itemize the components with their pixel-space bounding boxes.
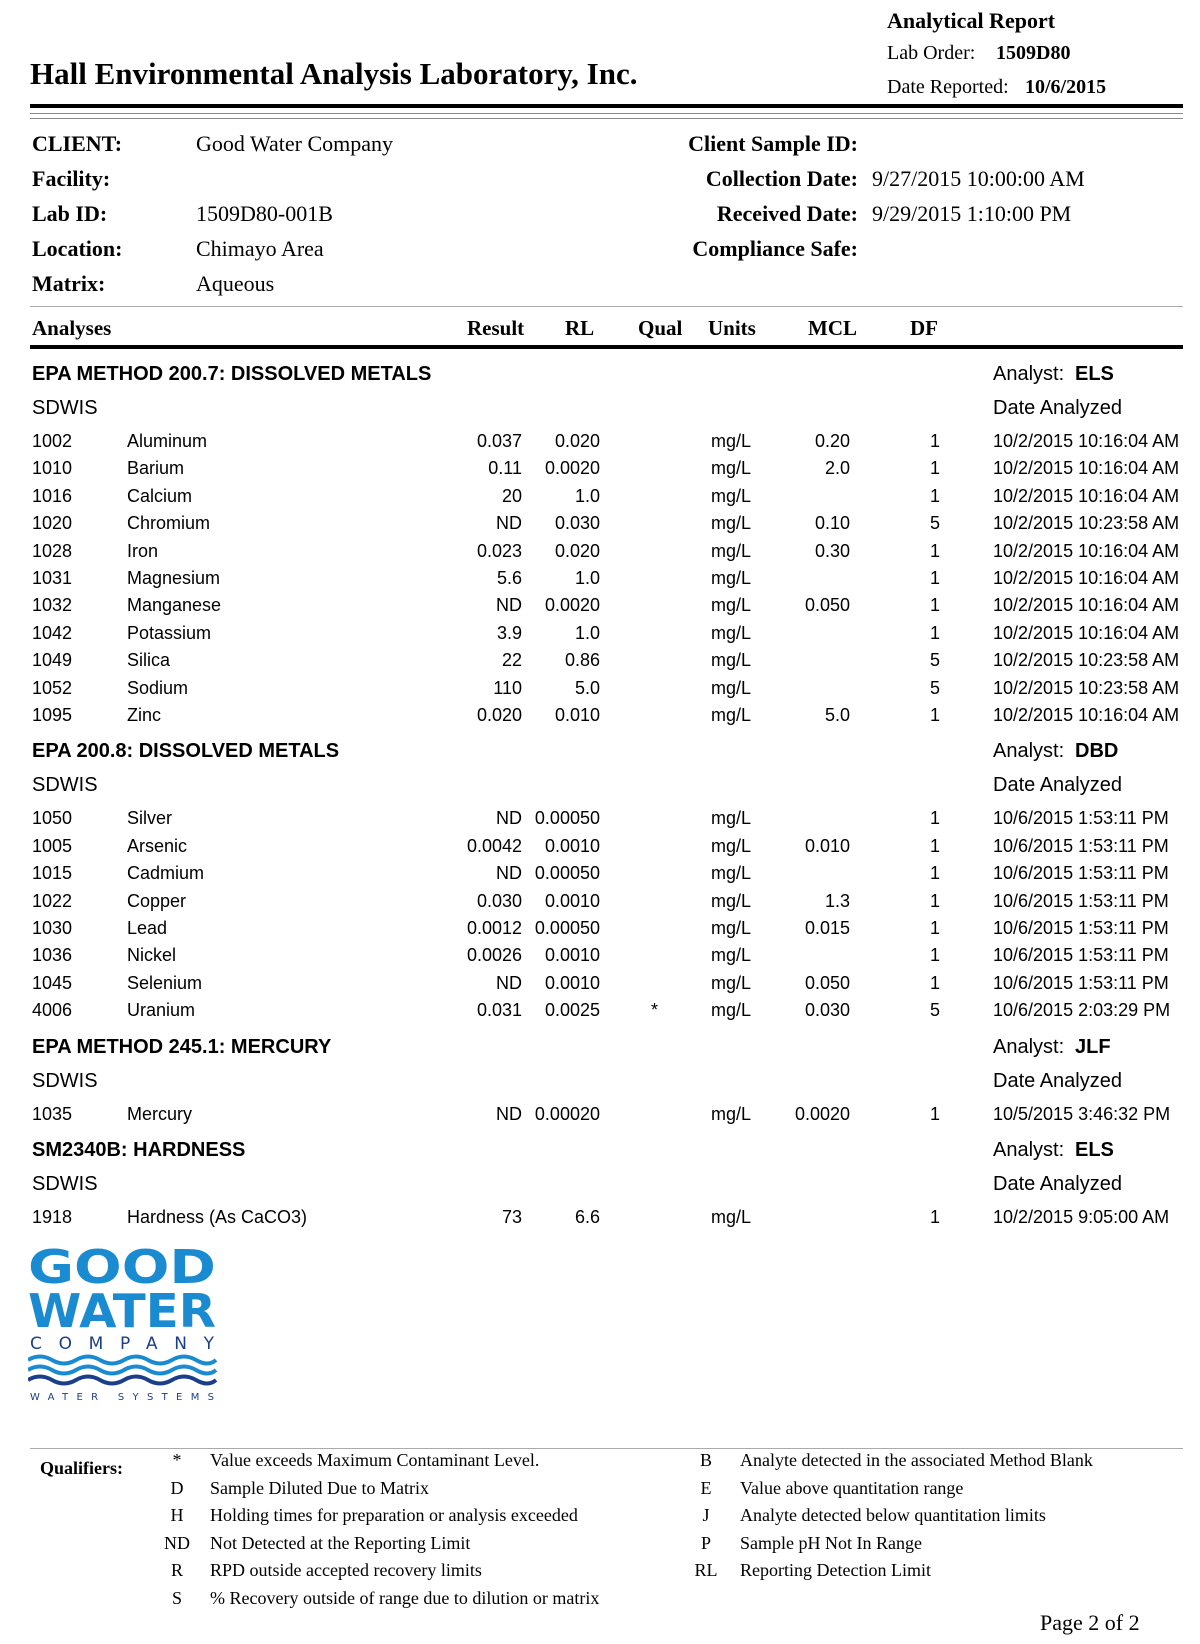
cell-units: mg/L [711, 705, 752, 725]
col-result: Result [467, 316, 525, 340]
cell-result: ND [496, 513, 522, 533]
cell-units: mg/L [711, 808, 752, 828]
cell-rl: 1.0 [574, 486, 600, 506]
table-row [0, 513, 1200, 540]
qualifier-key: H [170, 1505, 184, 1525]
cell-mcl: 0.30 [814, 541, 850, 561]
cell-date: 10/2/2015 10:23:58 AM [993, 513, 1180, 533]
cell-units: mg/L [711, 1104, 752, 1124]
cell-name: Arsenic [127, 836, 188, 856]
cell-name: Zinc [127, 705, 162, 725]
cell-date: 10/2/2015 10:23:58 AM [993, 678, 1180, 698]
analyst-label: Analyst: [993, 740, 1065, 763]
cell-date: 10/5/2015 3:46:32 PM [993, 1104, 1171, 1124]
client-value: Good Water Company [196, 131, 394, 156]
date-analyzed-label: Date Analyzed [993, 1069, 1122, 1092]
cell-df: 1 [929, 486, 940, 506]
cell-units: mg/L [711, 568, 752, 588]
table-row [0, 808, 1200, 835]
cell-df: 1 [929, 623, 940, 643]
analyst-value: JLF [1075, 1035, 1111, 1058]
cell-rl: 0.0020 [544, 595, 600, 615]
cell-mcl: 0.030 [804, 1000, 850, 1020]
cell-mcl: 0.10 [814, 513, 850, 533]
cell-result: 0.031 [476, 1000, 522, 1020]
cell-mcl: 0.20 [814, 431, 850, 451]
lab-order-label: Lab Order: [887, 42, 976, 64]
cell-name: Selenium [127, 973, 203, 993]
cell-name: Uranium [127, 1000, 196, 1020]
cell-units: mg/L [711, 623, 752, 643]
date-analyzed-label: Date Analyzed [993, 1173, 1122, 1195]
cell-result: 0.0012 [466, 918, 522, 938]
cell-date: 10/2/2015 10:16:04 AM [993, 705, 1180, 725]
cell-units: mg/L [711, 918, 752, 938]
cell-rl: 0.00050 [534, 918, 600, 938]
logo-line-good: GOOD [28, 1245, 216, 1294]
location-value: Chimayo Area [196, 236, 324, 261]
table-row [0, 568, 1200, 595]
date-reported-value: 10/6/2015 [1025, 76, 1107, 98]
column-header-rule [30, 345, 1183, 349]
cell-rl: 0.0020 [544, 458, 600, 478]
client-rule [30, 306, 1183, 307]
cell-mcl: 5.0 [824, 705, 850, 725]
cell-df: 1 [929, 808, 940, 828]
cell-code: 1036 [32, 945, 73, 965]
col-units: Units [708, 316, 756, 340]
cell-mcl: 1.3 [824, 891, 850, 911]
cell-result: 73 [501, 1207, 522, 1227]
cell-code: 4006 [32, 1000, 73, 1020]
cell-units: mg/L [711, 541, 752, 561]
cell-date: 10/6/2015 2:03:29 PM [993, 1000, 1171, 1020]
cell-result: ND [496, 1104, 522, 1124]
table-row [0, 863, 1200, 890]
cell-result: ND [496, 863, 522, 883]
cell-name: Hardness (As CaCO3) [127, 1207, 308, 1227]
cell-result: 3.9 [496, 623, 522, 643]
cell-units: mg/L [711, 458, 752, 478]
cell-date: 10/6/2015 1:53:11 PM [993, 836, 1169, 856]
cell-units: mg/L [711, 973, 752, 993]
qualifier-key: * [172, 1450, 182, 1470]
qualifier-key: S [171, 1588, 182, 1608]
cell-date: 10/2/2015 10:23:58 AM [993, 650, 1180, 670]
cell-result: ND [496, 808, 522, 828]
analyst-value: ELS [1075, 1139, 1114, 1161]
cell-units: mg/L [711, 513, 752, 533]
cell-date: 10/2/2015 10:16:04 AM [993, 458, 1180, 478]
sdwis-label: SDWIS [32, 1173, 98, 1195]
cell-df: 1 [929, 1104, 940, 1124]
compliance-safe-label: Compliance Safe: [692, 236, 858, 261]
qualifier-key: ND [164, 1533, 190, 1553]
qualifier-text: % Recovery outside of range due to dilution or matrix [210, 1588, 600, 1608]
cell-code: 1010 [32, 458, 73, 478]
header-rule-thick [30, 104, 1183, 108]
analyst-value: DBD [1075, 740, 1119, 763]
cell-df: 1 [929, 863, 940, 883]
table-row [0, 678, 1200, 705]
lab-id-value: 1509D80-001B [196, 201, 333, 226]
cell-units: mg/L [711, 595, 752, 615]
qualifier-text: RPD outside accepted recovery limits [210, 1560, 482, 1580]
cell-qual: * [651, 1000, 659, 1020]
cell-name: Magnesium [127, 568, 221, 588]
received-date-label: Received Date: [716, 201, 858, 226]
cell-df: 1 [929, 458, 940, 478]
received-date-value: 9/29/2015 1:10:00 PM [872, 201, 1072, 226]
col-analyses: Analyses [32, 316, 112, 340]
cell-code: 1031 [32, 568, 73, 588]
qualifiers-label: Qualifiers: [40, 1458, 123, 1478]
matrix-value: Aqueous [196, 271, 275, 296]
cell-code: 1918 [32, 1207, 73, 1227]
cell-code: 1030 [32, 918, 73, 938]
table-row [0, 1000, 1200, 1027]
qualifier-text: Sample pH Not In Range [740, 1533, 922, 1553]
cell-rl: 1.0 [574, 623, 600, 643]
cell-df: 1 [929, 705, 940, 725]
analyst-label: Analyst: [993, 1035, 1065, 1058]
table-row [0, 623, 1200, 650]
table-row [0, 945, 1200, 972]
cell-rl: 0.0010 [544, 973, 600, 993]
cell-date: 10/6/2015 1:53:11 PM [993, 863, 1169, 883]
cell-result: 0.030 [476, 891, 522, 911]
cell-df: 5 [929, 678, 940, 698]
cell-rl: 0.0010 [544, 891, 600, 911]
wave-icon [28, 1357, 216, 1384]
table-row [0, 486, 1200, 513]
qualifier-text: Analyte detected in the associated Method Blank [740, 1450, 1093, 1470]
cell-mcl: 0.015 [804, 918, 850, 938]
cell-df: 1 [929, 918, 940, 938]
collection-date-label: Collection Date: [705, 166, 858, 191]
cell-date: 10/6/2015 1:53:11 PM [993, 891, 1169, 911]
cell-result: 0.0042 [466, 836, 522, 856]
cell-units: mg/L [711, 1207, 752, 1227]
cell-rl: 0.030 [554, 513, 600, 533]
cell-rl: 5.0 [574, 678, 600, 698]
cell-rl: 6.6 [574, 1207, 600, 1227]
cell-date: 10/2/2015 9:05:00 AM [993, 1207, 1170, 1227]
cell-name: Nickel [127, 945, 177, 965]
col-df: DF [910, 316, 938, 340]
cell-units: mg/L [711, 431, 752, 451]
cell-name: Lead [127, 918, 168, 938]
cell-mcl: 0.010 [804, 836, 850, 856]
table-row [0, 1104, 1200, 1131]
qualifier-key: E [700, 1478, 712, 1498]
good-water-logo [28, 1245, 228, 1405]
cell-result: 0.020 [476, 705, 522, 725]
cell-code: 1020 [32, 513, 73, 533]
qualifier-key: P [700, 1533, 711, 1553]
matrix-label: Matrix: [32, 271, 106, 296]
col-mcl: MCL [808, 316, 857, 340]
cell-result: ND [496, 595, 522, 615]
cell-df: 1 [929, 945, 940, 965]
cell-code: 1032 [32, 595, 73, 615]
cell-rl: 0.010 [554, 705, 600, 725]
cell-code: 1045 [32, 973, 73, 993]
qualifier-text: Reporting Detection Limit [740, 1560, 931, 1580]
cell-name: Calcium [127, 486, 193, 506]
cell-result: 5.6 [496, 568, 522, 588]
qualifiers-rule [30, 1448, 1183, 1449]
cell-date: 10/2/2015 10:16:04 AM [993, 541, 1180, 561]
cell-date: 10/6/2015 1:53:11 PM [993, 945, 1169, 965]
cell-units: mg/L [711, 945, 752, 965]
cell-name: Silver [127, 808, 173, 828]
cell-name: Manganese [127, 595, 222, 615]
cell-result: 0.037 [476, 431, 522, 451]
logo-line-water: WATER [28, 1284, 216, 1338]
location-label: Location: [32, 236, 123, 261]
cell-name: Sodium [127, 678, 189, 698]
qualifier-key: J [702, 1505, 710, 1525]
lab-id-label: Lab ID: [32, 201, 108, 226]
cell-df: 1 [929, 973, 940, 993]
cell-mcl: 2.0 [824, 458, 850, 478]
cell-code: 1052 [32, 678, 73, 698]
report-title: Analytical Report [887, 8, 1056, 33]
cell-mcl: 0.050 [804, 973, 850, 993]
cell-code: 1022 [32, 891, 73, 911]
qualifier-key: D [170, 1478, 184, 1498]
collection-date-value: 9/27/2015 10:00:00 AM [872, 166, 1085, 191]
table-row [0, 705, 1200, 732]
qualifier-key: R [170, 1560, 183, 1580]
cell-code: 1049 [32, 650, 73, 670]
cell-name: Iron [127, 541, 159, 561]
cell-units: mg/L [711, 863, 752, 883]
client-sample-id-label: Client Sample ID: [688, 131, 858, 156]
cell-df: 5 [929, 650, 940, 670]
cell-name: Cadmium [127, 863, 205, 883]
table-row [0, 1207, 1200, 1234]
cell-code: 1002 [32, 431, 73, 451]
date-reported-label: Date Reported: [887, 76, 1009, 98]
header-rule-thin-1 [30, 113, 1183, 114]
table-row [0, 918, 1200, 945]
logo-line-company: COMPANY [30, 1334, 214, 1354]
cell-name: Mercury [127, 1104, 193, 1124]
section-title: SM2340B: HARDNESS [32, 1139, 246, 1161]
table-row [0, 541, 1200, 568]
analyst-label: Analyst: [993, 1139, 1065, 1161]
cell-df: 1 [929, 595, 940, 615]
cell-units: mg/L [711, 836, 752, 856]
cell-result: 0.11 [488, 458, 522, 478]
cell-name: Copper [127, 891, 187, 911]
cell-name: Chromium [127, 513, 211, 533]
cell-code: 1050 [32, 808, 73, 828]
qualifier-text: Value above quantitation range [740, 1478, 964, 1498]
analyst-label: Analyst: [993, 363, 1065, 385]
table-row [0, 650, 1200, 677]
cell-rl: 0.0025 [544, 1000, 600, 1020]
cell-code: 1015 [32, 863, 73, 883]
col-qual: Qual [638, 316, 683, 340]
qualifier-text: Holding times for preparation or analysis exceeded [210, 1505, 578, 1525]
cell-date: 10/2/2015 10:16:04 AM [993, 623, 1180, 643]
cell-name: Barium [127, 458, 185, 478]
cell-df: 1 [929, 541, 940, 561]
col-rl: RL [565, 316, 595, 340]
cell-date: 10/6/2015 1:53:11 PM [993, 808, 1169, 828]
cell-units: mg/L [711, 1000, 752, 1020]
lab-order-value: 1509D80 [996, 42, 1071, 64]
cell-result: 0.0026 [466, 945, 522, 965]
section-title: EPA 200.8: DISSOLVED METALS [32, 740, 340, 763]
cell-rl: 0.0010 [544, 836, 600, 856]
cell-code: 1042 [32, 623, 73, 643]
cell-mcl: 0.0020 [794, 1104, 850, 1124]
cell-df: 1 [929, 891, 940, 911]
header-rule-thin-2 [30, 118, 1183, 119]
logo-line-water-systems: WATER SYSTEMS [30, 1392, 214, 1403]
section-title: EPA METHOD 200.7: DISSOLVED METALS [32, 363, 432, 385]
qualifier-text: Analyte detected below quantitation limits [740, 1505, 1046, 1525]
cell-rl: 0.00020 [534, 1104, 600, 1124]
cell-code: 1035 [32, 1104, 73, 1124]
qualifier-text: Value exceeds Maximum Contaminant Level. [210, 1450, 540, 1470]
page-number: Page 2 of 2 [1040, 1610, 1140, 1635]
sdwis-label: SDWIS [32, 1069, 98, 1092]
sdwis-label: SDWIS [32, 397, 98, 419]
cell-name: Aluminum [127, 431, 208, 451]
cell-rl: 0.00050 [534, 863, 600, 883]
cell-df: 1 [929, 431, 940, 451]
cell-date: 10/2/2015 10:16:04 AM [993, 431, 1180, 451]
cell-rl: 0.00050 [534, 808, 600, 828]
cell-rl: 0.020 [554, 541, 600, 561]
table-row [0, 431, 1200, 458]
section-title: EPA METHOD 245.1: MERCURY [32, 1035, 332, 1058]
date-analyzed-label: Date Analyzed [993, 397, 1122, 419]
analyst-value: ELS [1075, 363, 1114, 385]
cell-mcl: 0.050 [804, 595, 850, 615]
cell-result: 0.023 [476, 541, 522, 561]
cell-df: 5 [929, 513, 940, 533]
cell-code: 1005 [32, 836, 73, 856]
cell-df: 1 [929, 1207, 940, 1227]
cell-df: 1 [929, 836, 940, 856]
qualifier-text: Sample Diluted Due to Matrix [210, 1478, 429, 1498]
cell-date: 10/2/2015 10:16:04 AM [993, 595, 1180, 615]
cell-code: 1028 [32, 541, 73, 561]
date-analyzed-label: Date Analyzed [993, 774, 1122, 797]
cell-date: 10/2/2015 10:16:04 AM [993, 568, 1180, 588]
cell-code: 1095 [32, 705, 73, 725]
table-row [0, 595, 1200, 622]
cell-rl: 0.020 [554, 431, 600, 451]
qualifier-key: RL [694, 1560, 718, 1580]
cell-units: mg/L [711, 678, 752, 698]
cell-result: 110 [493, 678, 522, 698]
cell-code: 1016 [32, 486, 73, 506]
cell-result: 20 [501, 486, 522, 506]
cell-rl: 0.0010 [544, 945, 600, 965]
table-row [0, 836, 1200, 863]
cell-result: ND [496, 973, 522, 993]
cell-result: 22 [501, 650, 522, 670]
cell-units: mg/L [711, 650, 752, 670]
sdwis-label: SDWIS [32, 774, 98, 797]
cell-date: 10/6/2015 1:53:11 PM [993, 918, 1169, 938]
qualifier-text: Not Detected at the Reporting Limit [210, 1533, 471, 1553]
cell-rl: 0.86 [564, 650, 600, 670]
cell-units: mg/L [711, 891, 752, 911]
cell-units: mg/L [711, 486, 752, 506]
cell-df: 1 [929, 568, 940, 588]
cell-date: 10/6/2015 1:53:11 PM [993, 973, 1169, 993]
table-row [0, 973, 1200, 1000]
cell-name: Potassium [127, 623, 212, 643]
cell-rl: 1.0 [574, 568, 600, 588]
cell-date: 10/2/2015 10:16:04 AM [993, 486, 1180, 506]
table-row [0, 891, 1200, 918]
cell-name: Silica [127, 650, 171, 670]
facility-label: Facility: [32, 166, 111, 191]
client-label: CLIENT: [32, 131, 123, 156]
table-row [0, 458, 1200, 485]
cell-df: 5 [929, 1000, 940, 1020]
lab-name: Hall Environmental Analysis Laboratory, Inc. [30, 56, 638, 91]
qualifier-key: B [699, 1450, 712, 1470]
